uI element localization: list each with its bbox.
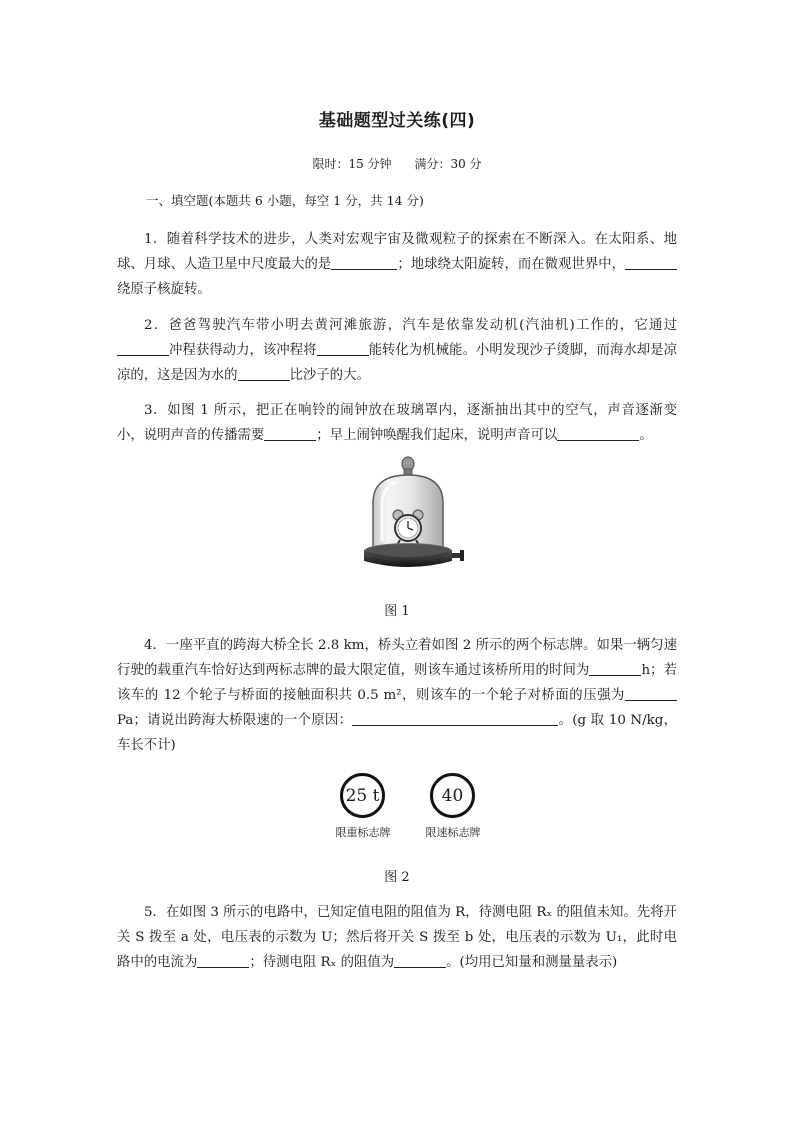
question-3-text-b: ；早上闹钟唤醒我们起床，说明声音可以	[316, 428, 558, 443]
speed-limit-label: 限速标志牌	[425, 826, 481, 839]
question-5-text-c: 。(均用已知量和测量量表示)	[446, 955, 618, 970]
figure-1-caption: 图 1	[384, 604, 410, 619]
answer-blank[interactable]	[197, 953, 249, 968]
speed-limit-sign	[430, 773, 475, 818]
question-2-text-a: 2．爸爸驾驶汽车带小明去黄河滩旅游，汽车是依靠发动机(汽油机)工作的，它通过	[144, 318, 677, 333]
weight-limit-value: 25 t	[345, 785, 380, 806]
question-4	[117, 633, 677, 758]
page-title: 基础题型过关练(四)	[318, 111, 476, 131]
question-4-text-a: 4．一座平直的跨海大桥全长 2.8 km，桥头立着如图 2 所示的两个标志牌。如果一辆匀速行驶的载重汽车恰好达到两标志牌的最大限定值，则该车通过该桥所用的时间为	[117, 638, 677, 678]
question-1-text-b: ；地球绕太阳旋转，而在微观世界中，	[397, 257, 626, 272]
speed-limit-value: 40	[441, 785, 464, 806]
figure-2-caption: 图 2	[384, 870, 410, 885]
section-heading: 一、填空题(本题共 6 小题，每空 1 分，共 14 分)	[146, 193, 424, 208]
weight-limit-sign	[340, 773, 385, 818]
question-1-text-a: 1．随着科学技术的进步，人类对宏观宇宙及微观粒子的探索在不断深入。在太阳系、地球、月球、人造卫星中尺度最大的是	[117, 232, 677, 272]
question-2-text-d: 比沙子的大。	[289, 368, 370, 383]
question-4-text-c: Pa；请说出跨海大桥限速的一个原因：	[117, 713, 353, 728]
answer-blank[interactable]	[625, 255, 677, 270]
answer-blank[interactable]	[117, 341, 169, 356]
answer-blank[interactable]	[394, 953, 446, 968]
answer-blank[interactable]	[352, 711, 558, 726]
answer-blank[interactable]	[238, 366, 290, 381]
question-4-text-d: 。(g 取 10 N/kg，车长不计)	[117, 713, 677, 753]
answer-blank[interactable]	[589, 661, 641, 676]
question-5-text-b: ；待测电阻 Rₓ 的阻值为	[249, 955, 395, 970]
question-3-text-a: 3．如图 1 所示，把正在响铃的闹钟放在玻璃罩内，逐渐抽出其中的空气，声音逐渐变小，说明声音的传播需要	[117, 403, 677, 443]
answer-blank[interactable]	[625, 686, 677, 701]
question-3-text-c: 。	[639, 428, 653, 443]
answer-blank[interactable]	[264, 426, 316, 441]
answer-blank[interactable]	[331, 255, 397, 270]
answer-blank[interactable]	[317, 341, 369, 356]
question-3	[117, 398, 677, 448]
question-1	[117, 227, 677, 302]
question-5-text-a: 5．在如图 3 所示的电路中，已知定值电阻的阻值为 R，待测电阻 Rₓ 的阻值未知。先将开关 S 拨至 a 处，电压表的示数为 U；然后将开关 S 拨至 b 处，电压表的示数为 U₁，此时电路中的电流为	[117, 905, 677, 970]
question-4-text-b: h；若该车的 12 个轮子与桥面的接触面积共 0.5 m²，则该车的一个轮子对桥面的压强为	[117, 663, 677, 703]
answer-blank[interactable]	[557, 426, 639, 441]
question-2	[117, 313, 677, 388]
question-2-text-c: 能转化为机械能。小明发现沙子烫脚，而海水却是凉凉的，这是因为水的	[117, 343, 678, 383]
question-2-text-b: 冲程获得动力，该冲程将	[169, 343, 317, 358]
question-1-text-c: 绕原子核旋转。	[117, 282, 211, 297]
time-score-info: 限时：15 分钟 满分：30 分	[312, 157, 482, 171]
bell-jar-alarm-clock-figure	[360, 455, 470, 580]
weight-limit-label: 限重标志牌	[335, 826, 391, 839]
question-5	[117, 900, 677, 975]
